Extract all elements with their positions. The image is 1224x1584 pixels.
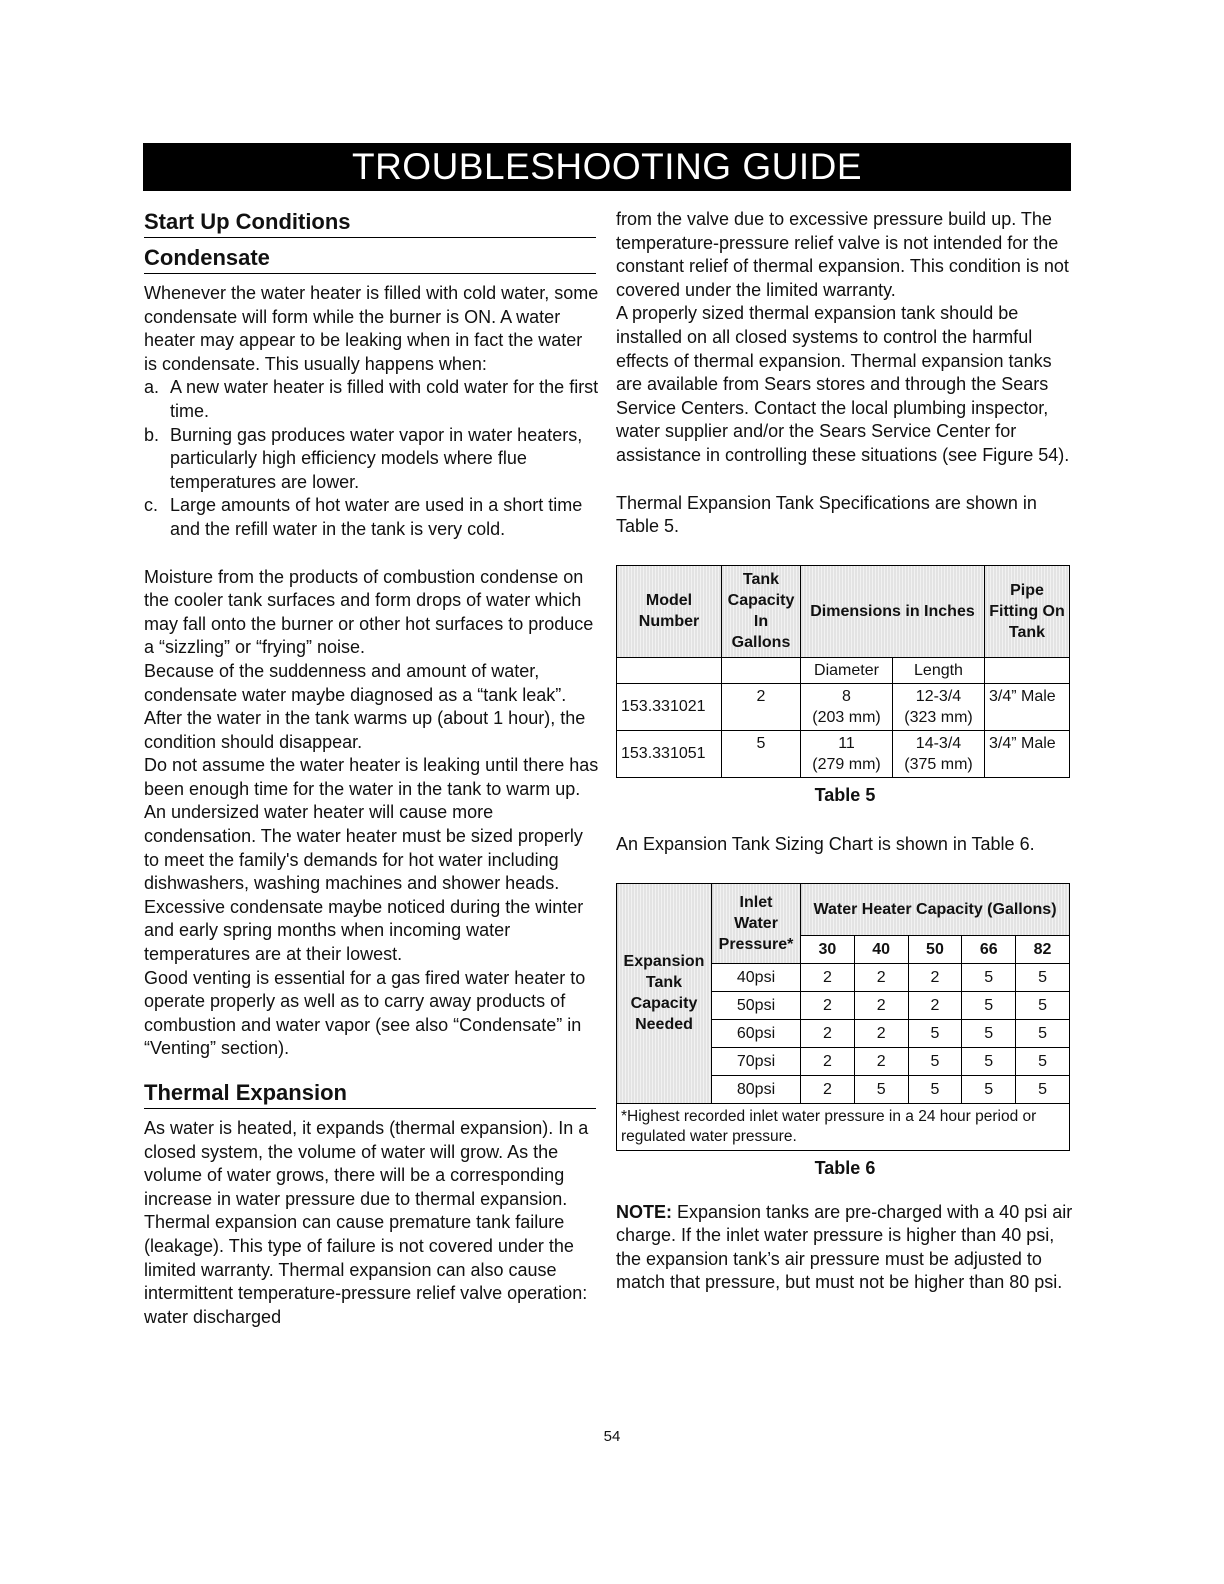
paragraph: An undersized water heater will cause more condensation. The water heater must be sized properly to meet the family's demands for hot water including dishwashers, washing machines and shower heads. [144,802,583,894]
condensate-heading: Condensate [144,244,596,274]
value-cell: 5 [1016,1075,1070,1103]
pressure-cell: 50psi [712,991,801,1019]
table-6-footnote: *Highest recorded inlet water pressure in a 24 hour period or regulated water pressure. [617,1103,1070,1150]
col-header-diameter: Diameter [801,657,893,683]
paragraph: Excessive condensate maybe noticed during the winter and early spring months when incoming water temperatures are at their lowest. [144,896,584,965]
pressure-cell: 40psi [712,963,801,991]
inlet-pressure-header: Inlet Water Pressure* [712,883,801,963]
condensate-causes-list [144,376,599,541]
note-text: Expansion tanks are pre-charged with a 40 psi air charge. If the inlet water pressure is higher than 40 psi, the expansion tank’s air pressure must be adjusted to match that pressure, but must not be higher than 80 psi. [616,1201,1073,1293]
pipe-cell: 3/4” Male [985,730,1070,777]
list-item [144,376,599,423]
value-cell: 5 [1016,1019,1070,1047]
pressure-cell: 80psi [712,1075,801,1103]
start-up-heading: Start Up Conditions [144,208,596,238]
list-marker: c. [144,495,159,516]
pipe-cell: 3/4” Male [985,683,1070,730]
capacity-50: 50 [908,935,962,963]
model-cell: 153.331051 [617,730,722,777]
list-item [144,424,599,495]
col-header-capacity: Tank Capacity In Gallons [722,565,801,657]
paragraph: from the valve due to excessive pressure build up. The temperature-pressure relief valve is not intended for the constant relief of thermal expansion. This condition is not covered under the limited warranty. [616,209,1069,300]
list-item-text: Burning gas produces water vapor in water heaters, particularly high efficiency models where flue temperatures are lower. [170,424,583,492]
table-row [617,683,1070,730]
value-cell: 5 [1016,991,1070,1019]
value-cell: 2 [854,991,908,1019]
value-cell: 5 [962,1075,1016,1103]
list-marker: a. [144,377,160,398]
model-cell: 153.331021 [617,683,722,730]
paragraph: A properly sized thermal expansion tank should be installed on all closed systems to control the harmful effects of thermal expansion. Thermal expansion tanks are available from Sears stores and through the Sears Service Centers. Contact the local plumbing inspector, water supplier and/or the Sears Service Center for assistance in controlling these situations (see Figure 54). [616,303,1070,465]
table-5-caption: Table 5 [814,784,876,805]
thermal-expansion-heading: Thermal Expansion [144,1079,596,1109]
diameter-mm: (279 mm) [812,755,881,773]
table-6-caption: Table 6 [814,1157,876,1178]
list-item [144,494,599,541]
note-paragraph [616,1201,1074,1295]
side-label: Expansion Tank Capacity Needed [617,883,712,1103]
value-cell: 2 [854,1047,908,1075]
length-cell [892,683,984,730]
note-label: NOTE: [616,1201,672,1222]
length-mm: (323 mm) [904,708,973,726]
value-cell: 5 [962,963,1016,991]
value-cell: 5 [962,1019,1016,1047]
right-column [616,208,1074,1295]
capacity-header: Water Heater Capacity (Gallons) [801,883,1070,935]
value-cell: 2 [908,991,962,1019]
paragraph: Do not assume the water heater is leaking until there has been enough time for the water in the tank to warm up. [144,755,599,799]
value-cell: 2 [908,963,962,991]
value-cell: 2 [801,1047,855,1075]
empty-cell [985,657,1070,683]
col-header-pipe: Pipe Fitting On Tank [985,565,1070,657]
paragraph: Because of the suddenness and amount of water, condensate water maybe diagnosed as a “tank leak”. After the water in the tank warms up (about 1 hour), the condition should disappear. [144,660,586,752]
value-cell: 2 [801,1019,855,1047]
capacity-cell: 5 [722,730,801,777]
value-cell: 5 [962,991,1016,1019]
table-row [617,730,1070,777]
capacity-cell: 2 [722,683,801,730]
list-item-text: A new water heater is filled with cold water for the first time. [170,377,599,421]
pressure-cell: 70psi [712,1047,801,1075]
page-number: 54 [603,1428,621,1445]
col-header-dimensions: Dimensions in Inches [801,565,985,657]
capacity-30: 30 [801,935,855,963]
value-cell: 2 [854,963,908,991]
value-cell: 5 [908,1075,962,1103]
empty-cell [722,657,801,683]
diameter-in: 11 [838,734,855,752]
length-cell [892,730,984,777]
value-cell: 2 [801,991,855,1019]
value-cell: 5 [1016,1047,1070,1075]
value-cell: 5 [908,1019,962,1047]
length-in: 14-3/4 [915,734,962,752]
value-cell: 2 [854,1019,908,1047]
paragraph: Good venting is essential for a gas fired water heater to operate properly as well as to carry away products of combustion and water vapor (see also “Condensate” in “Venting” section). [144,967,586,1059]
capacity-40: 40 [854,935,908,963]
list-marker: b. [144,424,160,445]
empty-cell [617,657,722,683]
paragraph: Thermal Expansion Tank Specifications are shown in Table 5. [616,492,1037,537]
thermal-expansion-text: As water is heated, it expands (thermal expansion). In a closed system, the volume of water will grow. As the volume of water grows, there will be a corresponding increase in water pressure due to thermal expansion. Thermal expansion can cause premature tank failure (leakage). This type of failure is not covered under the limited warranty. Thermal expansion can also cause intermittent temperature-pressure relief valve operation: water discharged [144,1118,589,1327]
pressure-cell: 60psi [712,1019,801,1047]
paragraph: Moisture from the products of combustion condense on the cooler tank surfaces and form drops of water which may fall onto the burner or other hot surfaces to produce a “sizzling” or “frying” noise. [144,566,594,658]
paragraph: An Expansion Tank Sizing Chart is shown in Table 6. [616,834,1035,855]
value-cell: 5 [962,1047,1016,1075]
length-in: 12-3/4 [915,687,962,705]
col-header-length: Length [892,657,984,683]
list-item-text: Large amounts of hot water are used in a short time and the refill water in the tank is very cold. [170,495,583,539]
table-6-expansion-tank-sizing [616,883,1070,1151]
value-cell: 5 [1016,963,1070,991]
diameter-in: 8 [842,687,851,705]
col-header-model: Model Number [617,565,722,657]
value-cell: 5 [854,1075,908,1103]
table-5-expansion-tank-specs [616,565,1070,778]
value-cell: 2 [801,1075,855,1103]
capacity-66: 66 [962,935,1016,963]
capacity-82: 82 [1016,935,1070,963]
condensate-intro: Whenever the water heater is filled with cold water, some condensate will form while the burner is ON. A water heater may appear to be leaking when in fact the water is condensate. This usually happens when: [144,283,599,374]
value-cell: 5 [908,1047,962,1075]
diameter-cell [801,683,893,730]
length-mm: (375 mm) [904,755,973,773]
page-banner: TROUBLESHOOTING GUIDE [143,143,1071,191]
left-column [144,208,599,1329]
diameter-mm: (203 mm) [812,708,881,726]
value-cell: 2 [801,963,855,991]
diameter-cell [801,730,893,777]
